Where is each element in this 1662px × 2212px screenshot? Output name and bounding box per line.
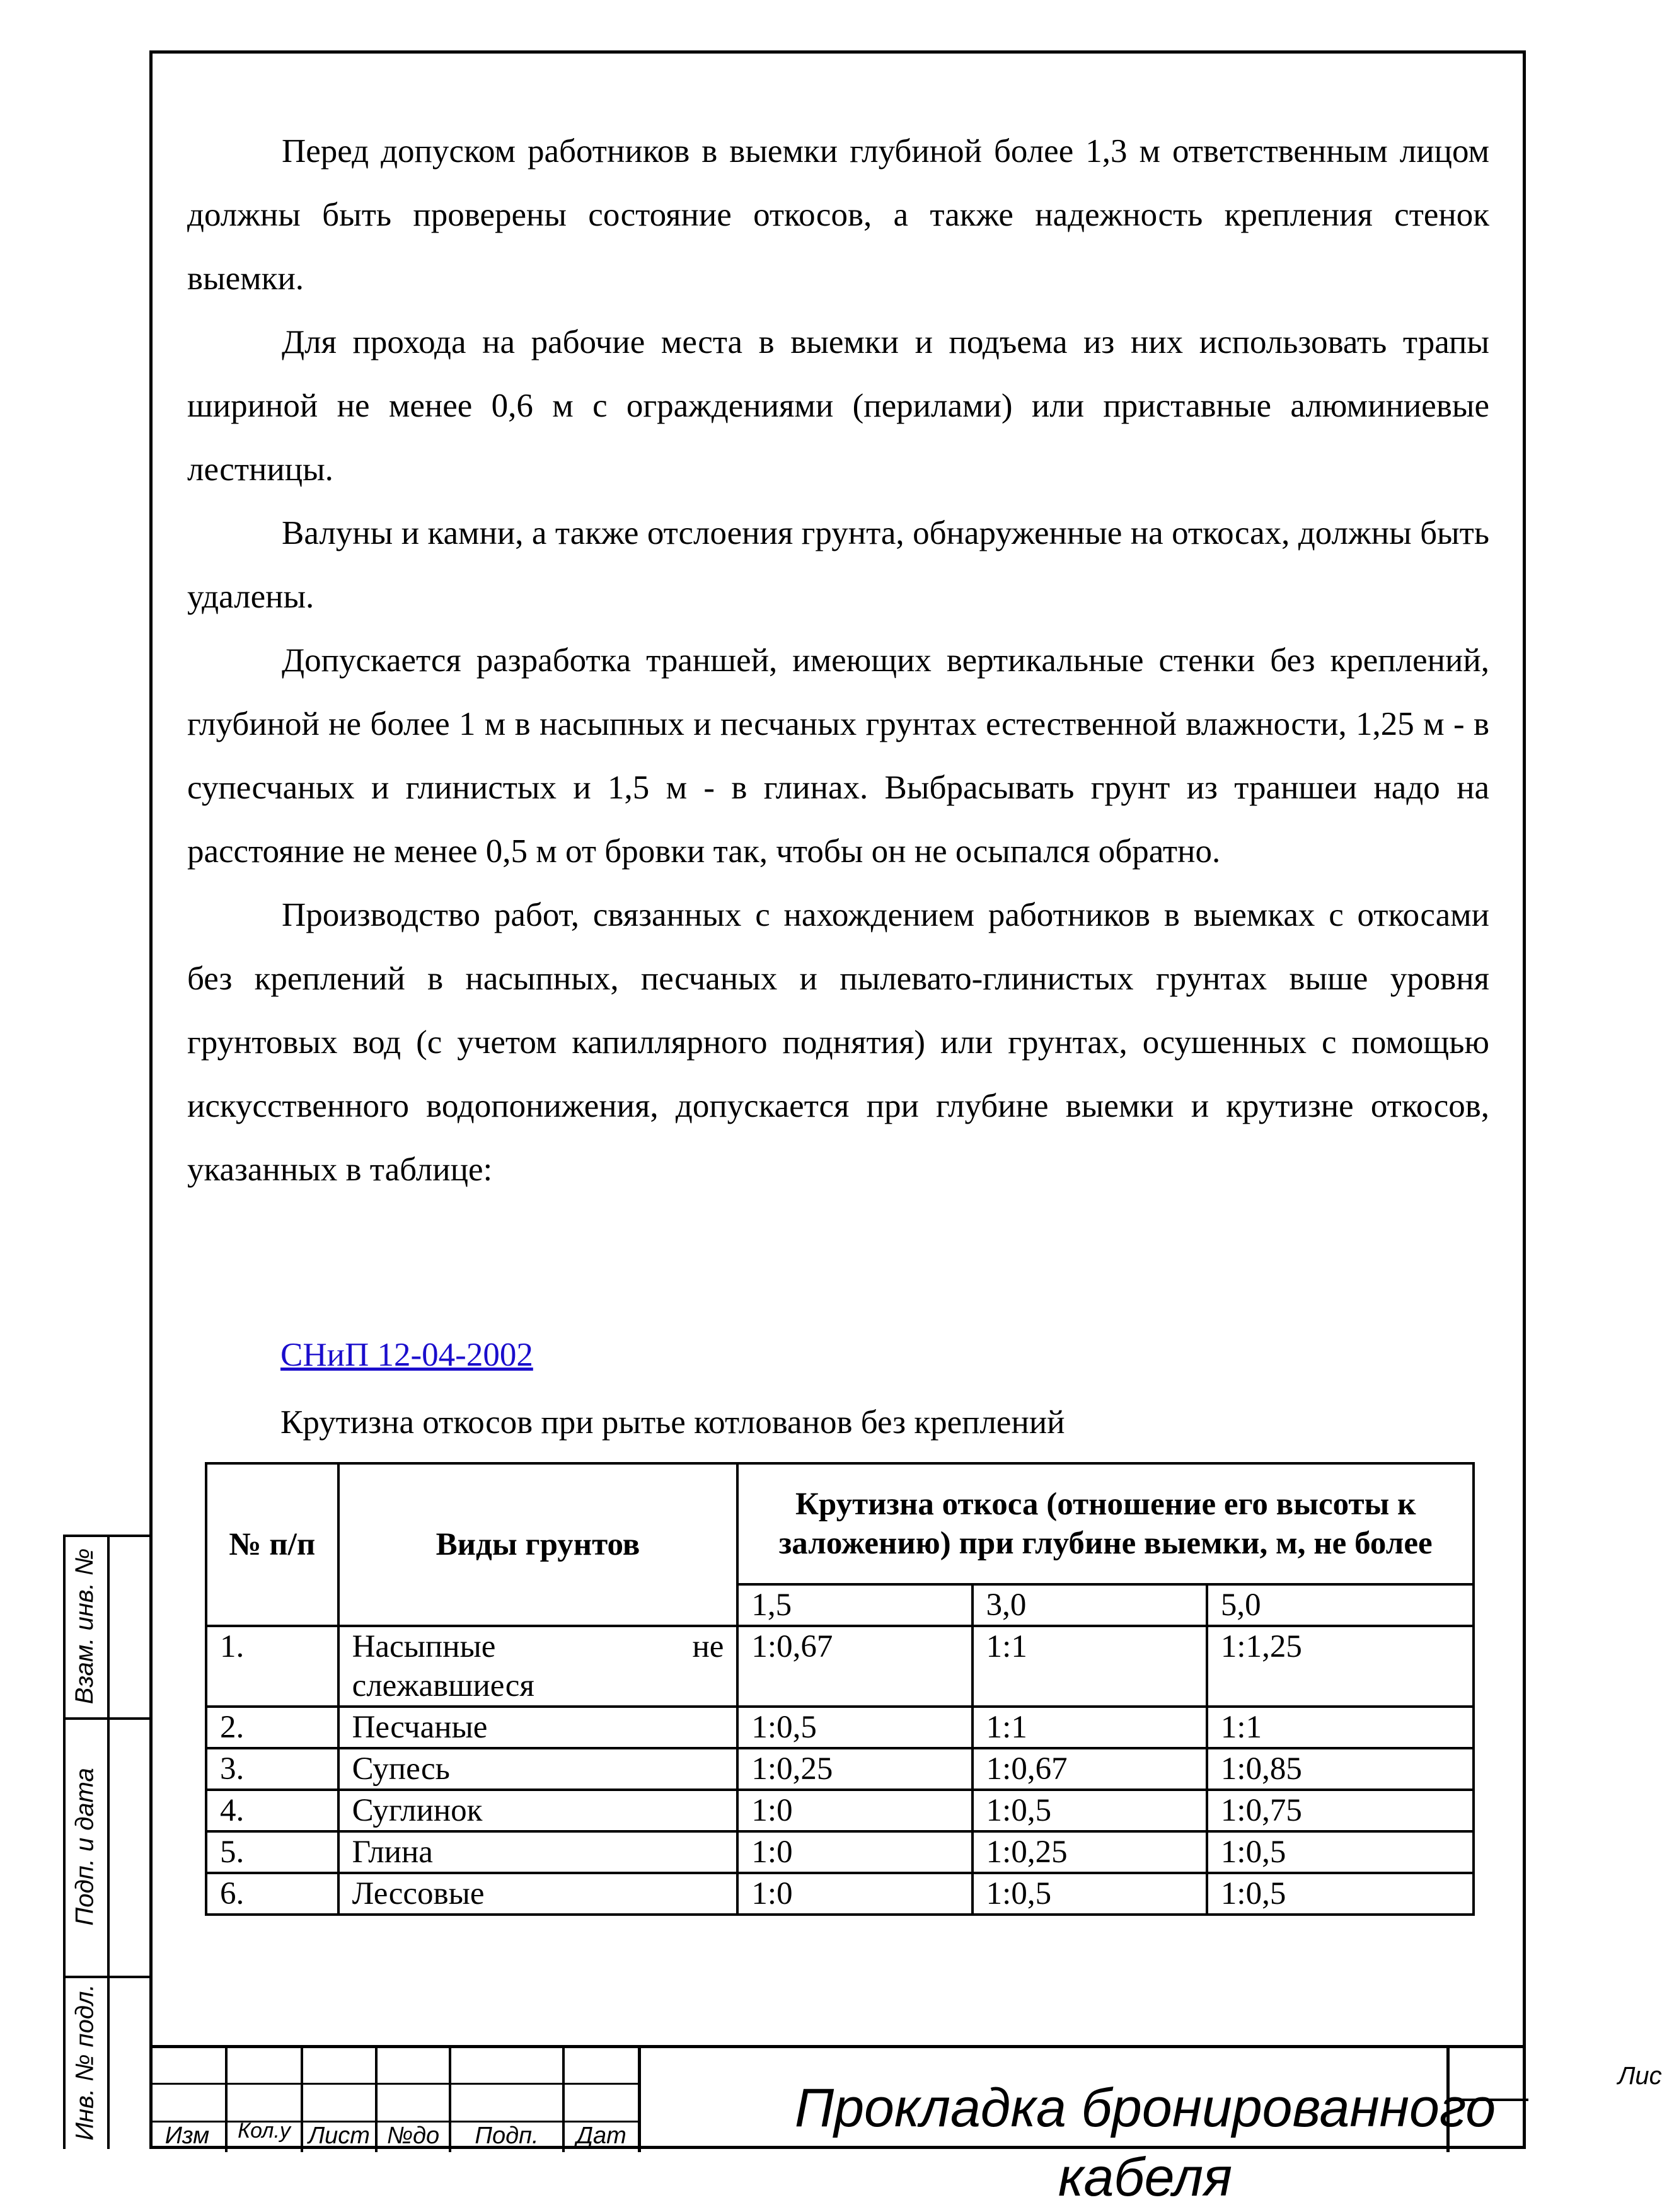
paragraph-3: Валуны и камни, а также отслоения грунта, обнаруженные на откосах, должны быть удалены. [187, 515, 1489, 615]
paragraph-2: Для прохода на рабочие места в выемки и подъема из них использовать трапы шириной не менее 0,6 м с ограждениями (перилами) или приставные алюминиевые лестницы. [187, 324, 1489, 488]
row-slope-5-0: 1:0,75 [1207, 1790, 1474, 1831]
paragraph-5: Производство работ, связанных с нахождением работников в выемках с откосами без креплений в насыпных, песчаных и пылевато-глинистых грунтах выше уровня грунтовых вод (с учетом капиллярного поднятия) или грунтах, осушенных с помощью искусственного водопонижения, допускается при глубине выемки и крутизне откосов, указанных в таблице: [187, 897, 1489, 1188]
row-slope-3-0: 1:0,67 [972, 1748, 1207, 1790]
table-caption: Крутизна откосов при рытье котлованов без креплений [280, 1404, 1065, 1441]
label-doc-number: №до [386, 2123, 440, 2149]
table-row [206, 1707, 1474, 1748]
stamp-line [149, 2083, 641, 2085]
row-slope-3-0: 1:1 [972, 1707, 1207, 1748]
table-row [206, 1748, 1474, 1790]
depth-3-0: 3,0 [972, 1584, 1207, 1626]
replaced-inventory-label: Взам. инв. № [71, 1548, 99, 1704]
row-slope-1-5: 1:0,5 [737, 1707, 972, 1748]
header-soil-type: Виды грунтов [338, 1463, 738, 1626]
depth-1-5: 1,5 [737, 1584, 972, 1626]
row-soil: Супесь [338, 1748, 738, 1790]
row-soil: Суглинок [338, 1790, 738, 1831]
row-number: 5. [206, 1831, 338, 1873]
title-block [149, 2045, 1662, 2208]
paragraph-4: Допускается разработка траншей, имеющих вертикальные стенки без креплений, глубиной не более 1 м в насыпных и песчаных грунтах естественной влажности, 1,25 м - в супесчаных и глинистых и 1,5 м - в глинах. Выбрасывать грунт из траншеи надо на расстояние не менее 0,5 м от бровки так, чтобы он не осыпался обратно. [187, 642, 1489, 870]
row-slope-3-0: 1:1 [972, 1626, 1207, 1707]
original-inventory-label: Инв. № подл. [71, 1984, 99, 2141]
row-slope-5-0: 1:0,5 [1207, 1873, 1474, 1915]
table-row [206, 1790, 1474, 1831]
side-stamp [63, 1535, 149, 2149]
row-soil: Лессовые [338, 1873, 738, 1915]
paragraph-1: Перед допуском работников в выемки глубиной более 1,3 м ответственным лицом должны быть проверены состояние откосов, а также надежность крепления стенок выемки. [187, 133, 1489, 297]
row-soil: Глина [338, 1831, 738, 1873]
label-count: Кол.у [238, 2119, 291, 2143]
row-slope-1-5: 1:0,67 [737, 1626, 972, 1707]
row-slope-5-0: 1:1,25 [1207, 1626, 1474, 1707]
row-number: 1. [206, 1626, 338, 1707]
row-slope-1-5: 1:0,25 [737, 1748, 972, 1790]
reference-link[interactable]: СНиП 12-04-2002 [280, 1337, 533, 1373]
depth-5-0: 5,0 [1207, 1584, 1474, 1626]
signature-date-label: Подп. и дата [71, 1767, 99, 1926]
row-slope-3-0: 1:0,5 [972, 1873, 1207, 1915]
label-change: Изм [164, 2123, 210, 2149]
label-signature: Подп. [475, 2123, 539, 2149]
label-date: Дат [576, 2123, 626, 2149]
row-soil: Насыпные не слежавшиеся [338, 1626, 738, 1707]
header-number: № п/п [206, 1463, 338, 1626]
header-slope: Крутизна откоса (отношение его высоты к заложению) при глубине выемки, м, не более [737, 1463, 1474, 1584]
row-number: 6. [206, 1873, 338, 1915]
row-slope-3-0: 1:0,25 [972, 1831, 1207, 1873]
stamp-line [638, 2048, 641, 2152]
table-row [206, 1831, 1474, 1873]
row-slope-1-5: 1:0 [737, 1873, 972, 1915]
table-row [206, 1626, 1474, 1707]
row-slope-1-5: 1:0 [737, 1831, 972, 1873]
document-title: Прокладка бронированного кабеля [794, 2078, 1496, 2208]
row-slope-5-0: 1:1 [1207, 1707, 1474, 1748]
row-slope-5-0: 1:0,5 [1207, 1831, 1474, 1873]
slope-table [205, 1462, 1475, 1916]
label-sheet: Лист [308, 2123, 370, 2149]
document-body [187, 120, 1489, 1202]
row-slope-1-5: 1:0 [737, 1790, 972, 1831]
row-number: 4. [206, 1790, 338, 1831]
table-row [206, 1873, 1474, 1915]
row-slope-5-0: 1:0,85 [1207, 1748, 1474, 1790]
sheet-label: Лис [1618, 2062, 1662, 2090]
row-soil: Песчаные [338, 1707, 738, 1748]
row-number: 3. [206, 1748, 338, 1790]
row-number: 2. [206, 1707, 338, 1748]
side-stamp-divider [107, 1535, 110, 2149]
row-slope-3-0: 1:0,5 [972, 1790, 1207, 1831]
